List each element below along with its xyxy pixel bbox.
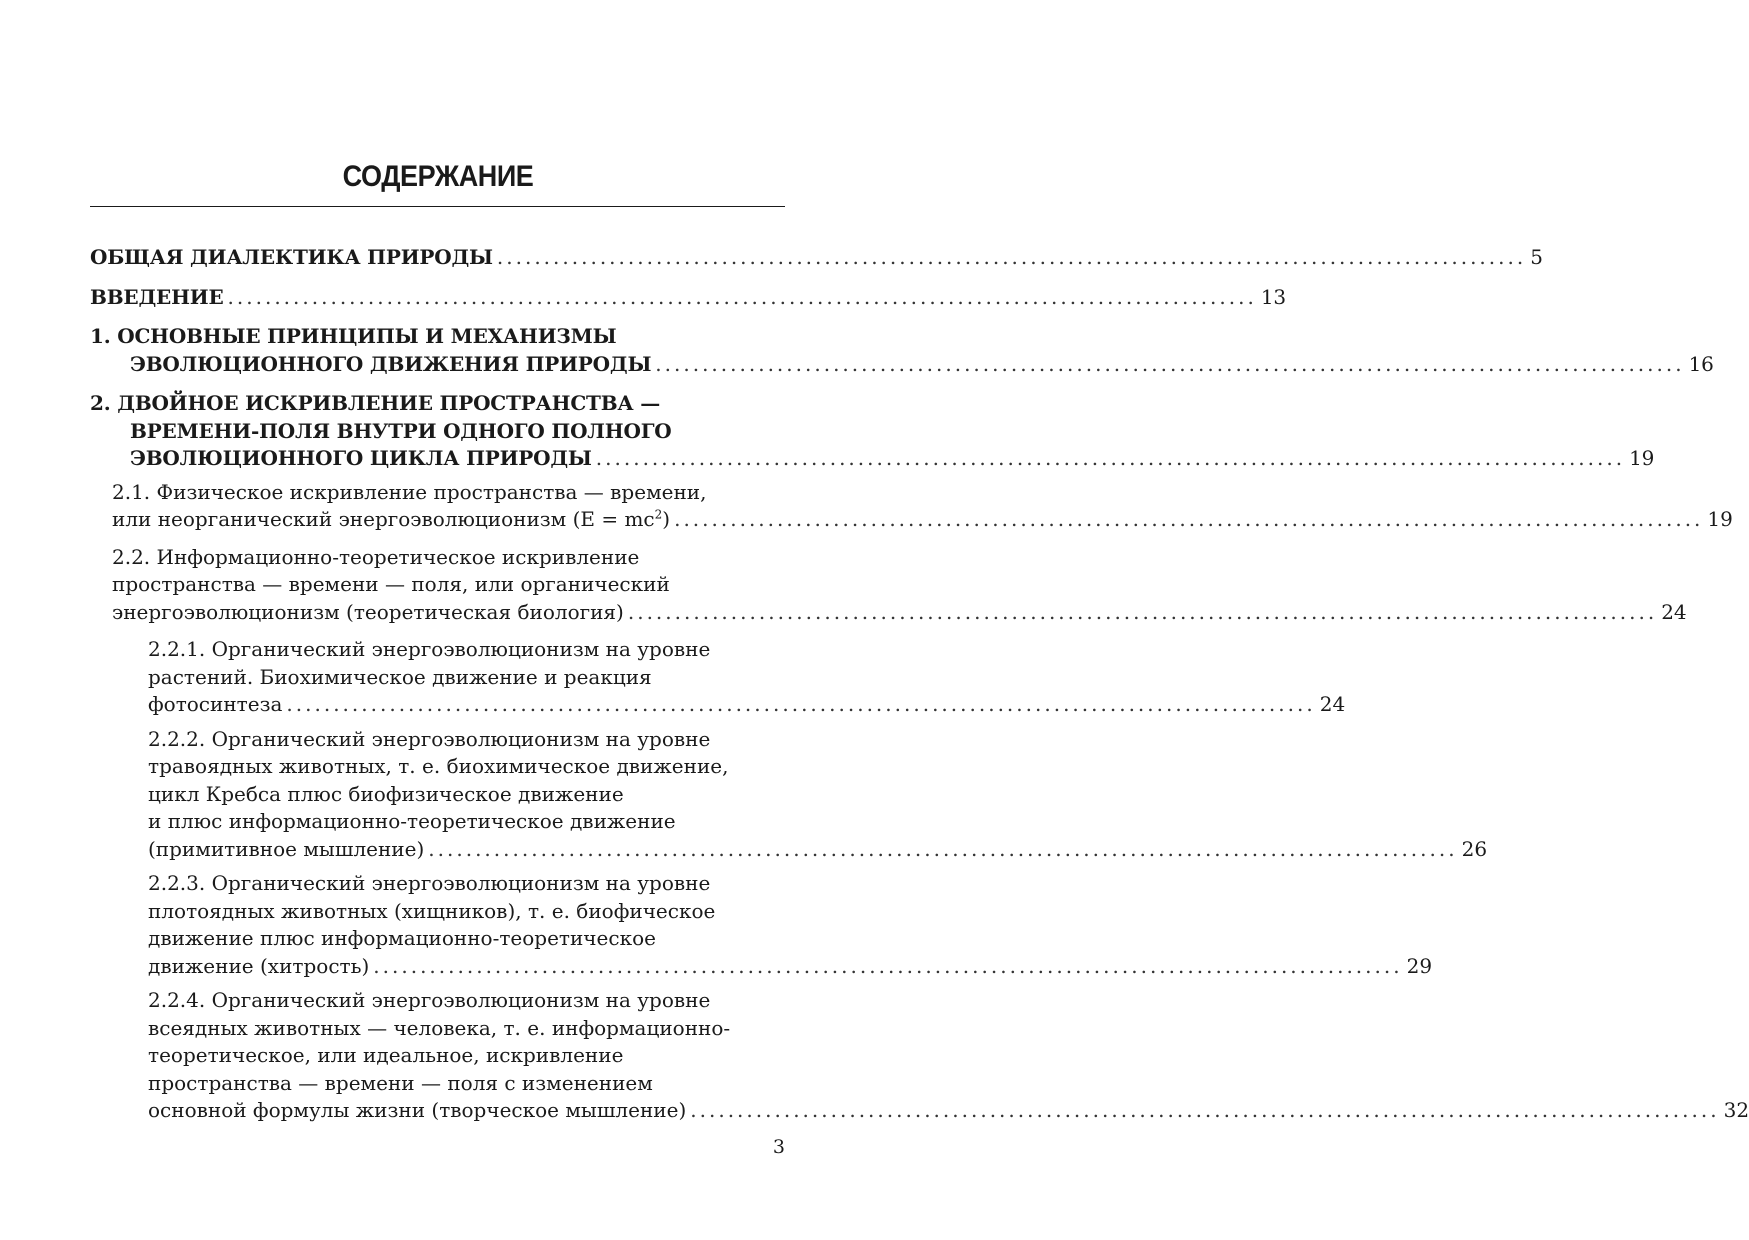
leader-dots: .............................................................................................................. xyxy=(373,953,1403,978)
superscript: 2 xyxy=(654,507,663,522)
leader-dots: .............................................................................................................. xyxy=(496,245,1527,269)
toc-entry-title: энергоэволюционизм (теоретическая биология) xyxy=(112,599,624,624)
toc-entry-title: ОБЩАЯ ДИАЛЕКТИКА ПРИРОДЫ xyxy=(90,245,493,269)
toc-entry-title: (примитивное мышление) xyxy=(148,836,425,861)
toc-entry-title: всеядных животных — человека, т. е. информационно- xyxy=(148,1015,731,1040)
toc-entry-title: теоретическое, или идеальное, искривление xyxy=(148,1043,624,1067)
page-number: 3 xyxy=(772,1136,785,1158)
toc-entry-title: и плюс информационно-теоретическое движение xyxy=(148,809,676,833)
toc-entry xyxy=(90,284,1286,312)
toc-page-number: 16 xyxy=(1688,351,1714,376)
toc-entry-title: 1. ОСНОВНЫЕ ПРИНЦИПЫ И МЕХАНИЗМЫ xyxy=(90,324,617,348)
toc-entry xyxy=(90,726,1488,864)
leader-dots: .............................................................................................................. xyxy=(655,351,1685,376)
leader-dots: .............................................................................................................. xyxy=(286,692,1316,716)
toc-entry-title: ВРЕМЕНИ-ПОЛЯ ВНУТРИ ОДНОГО ПОЛНОГО xyxy=(130,418,672,443)
toc-entry-title: растений. Биохимическое движение и реакция xyxy=(148,664,652,689)
toc-entry-title: 2.2.1. Органический энергоэволюционизм на уровне xyxy=(148,637,711,661)
toc-entry-title: 2.2. Информационно-теоретическое искривление xyxy=(112,544,640,569)
toc-entry-title: основной формулы жизни (творческое мышление) xyxy=(148,1098,687,1122)
toc-page-number: 29 xyxy=(1406,953,1433,978)
leader-dots: .............................................................................................................. xyxy=(227,284,1257,309)
toc-entry-title: движение (хитрость) xyxy=(148,953,370,978)
leader-dots: .............................................................................................................. xyxy=(690,1098,1720,1122)
title-divider xyxy=(90,206,785,207)
toc-entry xyxy=(90,390,1655,473)
toc-entry-title: 2.2.4. Органический энергоэволюционизм на уровне xyxy=(148,988,711,1012)
toc-entry-title: цикл Кребса плюс биофизическое движение xyxy=(148,781,624,806)
toc-entry-title: 2.2.2. Органический энергоэволюционизм на уровне xyxy=(148,726,711,751)
toc-entry xyxy=(90,479,1733,534)
toc-entry-title: ЭВОЛЮЦИОННОГО ЦИКЛА ПРИРОДЫ xyxy=(130,446,592,470)
leader-dots: .............................................................................................................. xyxy=(595,446,1626,470)
toc-entry-title: 2. ДВОЙНОЕ ИСКРИВЛЕНИЕ ПРОСТРАНСТВА — xyxy=(90,391,661,415)
toc-entry xyxy=(90,244,1543,272)
toc-page-number: 13 xyxy=(1260,284,1286,309)
table-of-contents xyxy=(90,240,1749,1125)
page-title: СОДЕРЖАНИЕ xyxy=(342,160,534,193)
toc-entry xyxy=(90,870,1433,980)
toc-entry-title: пространства — времени — поля с изменением xyxy=(148,1070,653,1095)
toc-page-number: 5 xyxy=(1530,245,1543,269)
toc-page-number: 26 xyxy=(1461,836,1488,861)
leader-dots: .............................................................................................................. xyxy=(428,836,1458,861)
toc-entry xyxy=(90,636,1346,719)
toc-entry xyxy=(90,544,1687,627)
toc-entry-title: 2.2.3. Органический энергоэволюционизм на уровне xyxy=(148,871,711,895)
leader-dots: .............................................................................................................. xyxy=(627,599,1658,624)
toc-page-number: 24 xyxy=(1661,599,1687,624)
toc-entry-title: травоядных животных, т. е. биохимическое движение, xyxy=(148,754,729,778)
toc-entry-title: ВВЕДЕНИЕ xyxy=(90,284,224,309)
toc-entry-title: или неорганический энергоэволюционизм $(E = mc^2)$ xyxy=(112,507,671,531)
toc-entry-title: плотоядных животных (хищников), т. е. биофическое xyxy=(148,898,716,923)
toc-entry xyxy=(90,323,1714,378)
toc-entry-title: фотосинтеза xyxy=(148,692,283,716)
leader-dots: .............................................................................................................. xyxy=(674,507,1704,531)
toc-entry-title: движение плюс информационно-теоретическое xyxy=(148,926,656,950)
toc-entry xyxy=(90,987,1749,1125)
toc-entry-title: 2.1. Физическое искривление пространства — времени, xyxy=(112,479,707,504)
toc-entry-title: пространства — времени — поля, или органический xyxy=(112,572,670,596)
toc-page-number: 24 xyxy=(1319,692,1346,716)
toc-page-number: 32 xyxy=(1723,1098,1749,1122)
toc-entry-title: ЭВОЛЮЦИОННОГО ДВИЖЕНИЯ ПРИРОДЫ xyxy=(130,351,652,376)
toc-page-number: 19 xyxy=(1707,507,1733,531)
toc-page-number: 19 xyxy=(1629,446,1655,470)
